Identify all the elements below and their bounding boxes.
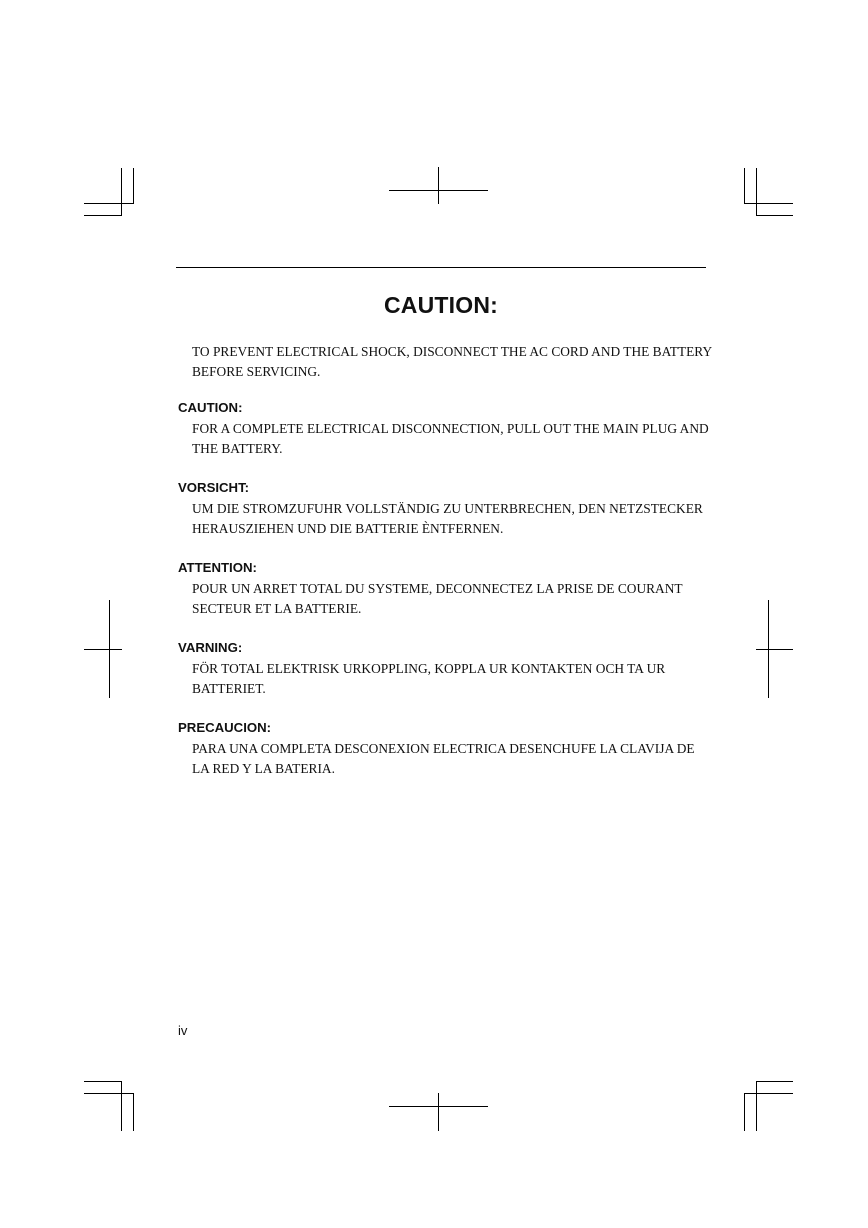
section-body: PARA UNA COMPLETA DESCONEXION ELECTRICA DESENCHUFE LA CLAVIJA DE LA RED Y LA BATERIA. <box>192 741 695 776</box>
crop-mark <box>84 215 122 216</box>
crop-mark <box>756 215 793 216</box>
section-body: POUR UN ARRET TOTAL DU SYSTEME, DECONNECTEZ LA PRISE DE COURANT SECTEUR ET LA BATTERIE. <box>192 581 683 616</box>
crop-mark <box>438 167 439 204</box>
caution-section-sv <box>178 639 718 698</box>
crop-mark <box>744 1093 793 1094</box>
header-rule <box>176 267 706 268</box>
crop-mark <box>756 168 757 216</box>
crop-mark <box>438 1093 439 1131</box>
lead-warning: TO PREVENT ELECTRICAL SHOCK, DISCONNECT THE AC CORD AND THE BATTERY BEFORE SERVICING. <box>192 344 712 379</box>
crop-mark <box>756 649 793 650</box>
section-body: FOR A COMPLETE ELECTRICAL DISCONNECTION, PULL OUT THE MAIN PLUG AND THE BATTERY. <box>192 421 709 456</box>
crop-mark <box>121 168 122 216</box>
page-number: iv <box>178 1023 188 1038</box>
section-heading: VORSICHT: <box>178 480 250 495</box>
caution-section-es <box>178 719 718 778</box>
caution-section-de <box>178 479 718 538</box>
crop-mark <box>84 203 134 204</box>
crop-mark <box>109 600 110 698</box>
crop-mark <box>84 1081 122 1082</box>
section-heading: CAUTION: <box>178 400 243 415</box>
crop-mark <box>744 203 793 204</box>
page-title: CAUTION: <box>383 292 499 318</box>
caution-section-fr <box>178 559 718 618</box>
crop-mark <box>768 600 769 698</box>
crop-mark <box>744 168 745 204</box>
crop-mark <box>756 1081 757 1131</box>
section-heading: PRECAUCION: <box>178 720 272 735</box>
section-heading: ATTENTION: <box>178 560 257 575</box>
section-heading: VARNING: <box>178 640 243 655</box>
crop-mark <box>756 1081 793 1082</box>
section-body: UM DIE STROMZUFUHR VOLLSTÄNDIG ZU UNTERBRECHEN, DEN NETZSTECKER HERAUSZIEHEN UND DIE BATTERIE ÈNTFERNEN. <box>192 501 703 536</box>
caution-section-en <box>178 399 718 458</box>
crop-mark <box>133 1093 134 1131</box>
crop-mark <box>744 1093 745 1131</box>
section-body: FÖR TOTAL ELEKTRISK URKOPPLING, KOPPLA UR KONTAKTEN OCH TA UR BATTERIET. <box>192 661 666 696</box>
crop-mark <box>84 1093 134 1094</box>
crop-mark <box>121 1081 122 1131</box>
crop-mark <box>84 649 122 650</box>
crop-mark <box>133 168 134 204</box>
